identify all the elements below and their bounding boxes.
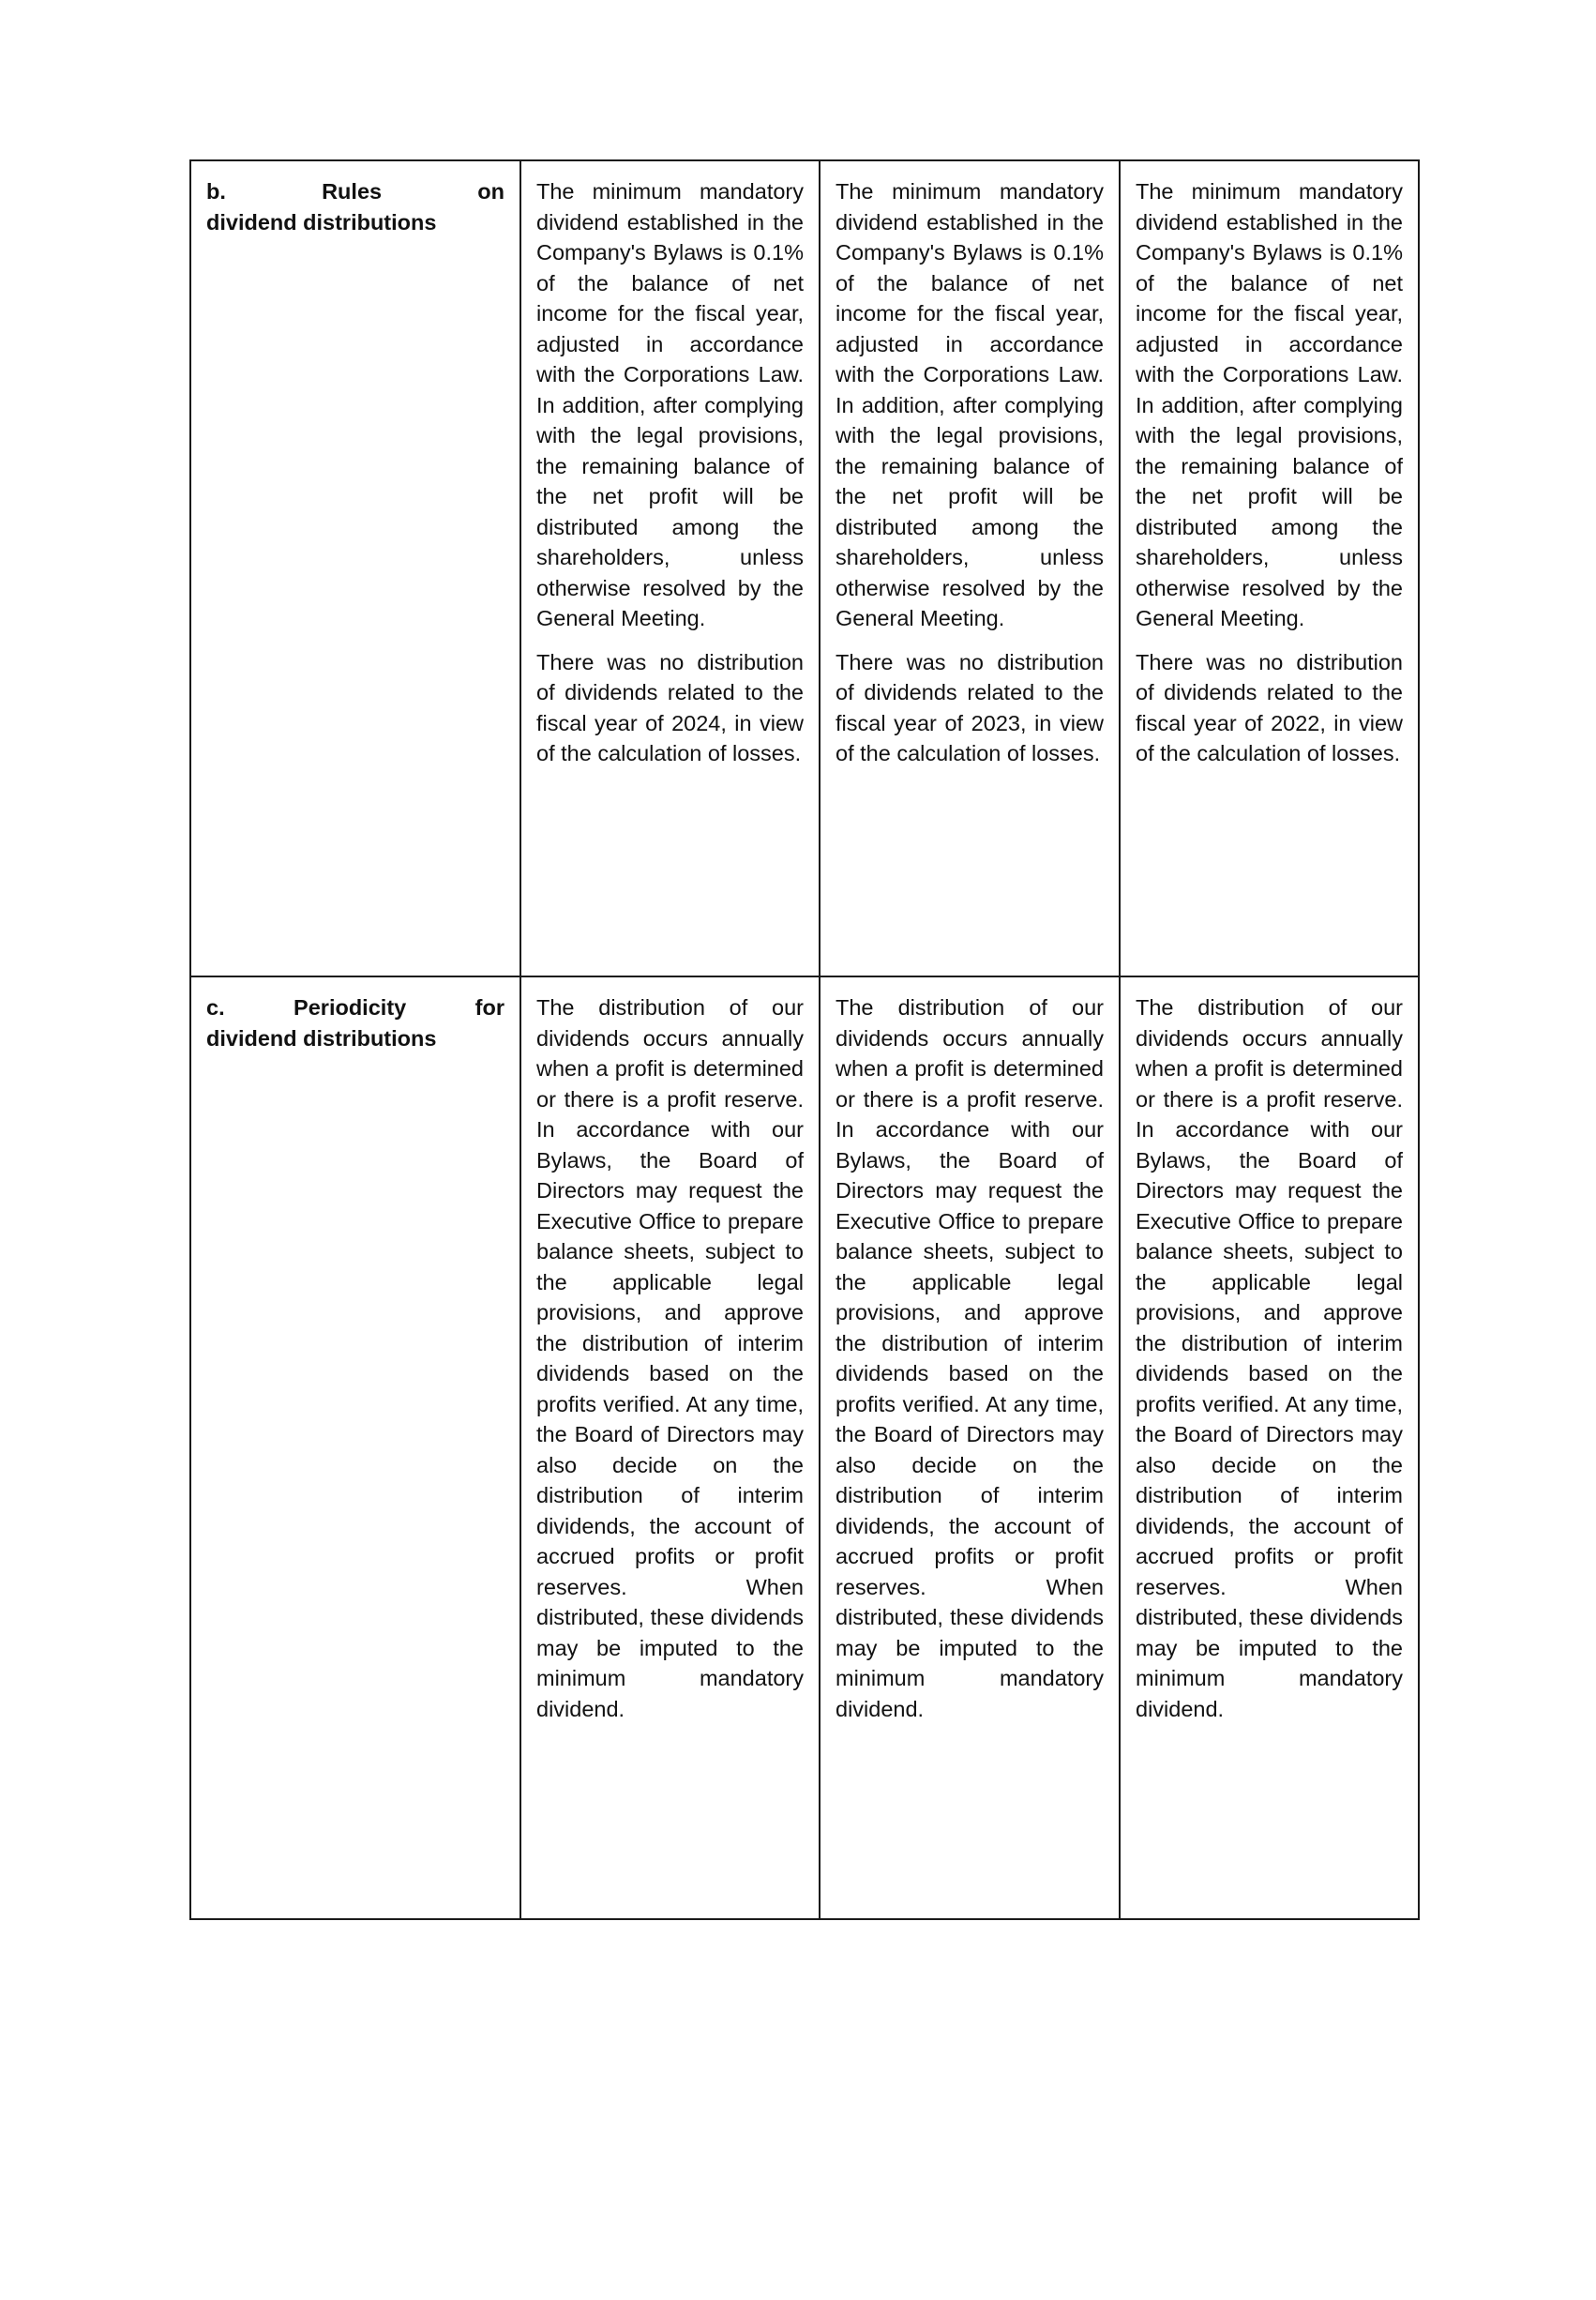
table-cell-2023 — [820, 976, 1120, 1919]
table-cell-2023 — [820, 160, 1120, 976]
cell-paragraph: There was no distribution of dividends related to the fiscal year of 2022, in view of the calculation of losses. — [1136, 649, 1403, 765]
cell-paragraph: There was no distribution of dividends related to the fiscal year of 2024, in view of the calculation of losses. — [536, 649, 804, 765]
cell-paragraph: The minimum mandatory dividend established in the Company's Bylaws is 0.1% of the balance of net income for the fiscal year, adjusted in accordance with the Corporations Law. In addition, after complying with the legal provisions, the remaining balance of the net profit will be distributed among the shareholders, unless otherwise resolved by the General Meeting. — [836, 179, 1104, 630]
cell-paragraph: The minimum mandatory dividend established in the Company's Bylaws is 0.1% of the balance of net income for the fiscal year, adjusted in accordance with the Corporations Law. In addition, after complying with the legal provisions, the remaining balance of the net profit will be distributed among the shareholders, unless otherwise resolved by the General Meeting. — [1136, 179, 1403, 630]
row-label-dividend-periodicity — [190, 976, 520, 1919]
table-cell-2024 — [520, 160, 820, 976]
cell-paragraph: The minimum mandatory dividend established in the Company's Bylaws is 0.1% of the balance of net income for the fiscal year, adjusted in accordance with the Corporations Law. In addition, after complying with the legal provisions, the remaining balance of the net profit will be distributed among the shareholders, unless otherwise resolved by the General Meeting. — [536, 179, 804, 630]
dividend-policy-table — [189, 159, 1420, 1920]
row-label-tail: dividend distributions — [206, 1025, 437, 1051]
row-label-head: b. Rules on — [206, 179, 504, 204]
row-label-dividend-rules — [190, 160, 520, 976]
row-label-head: c. Periodicity for — [206, 995, 504, 1020]
table-row-dividend-periodicity — [190, 976, 1419, 1919]
table-cell-2022 — [1120, 976, 1419, 1919]
cell-paragraph: The distribution of our dividends occurs annually when a profit is determined or there is a profit reserve. In accordance with our Bylaws, the Board of Directors may request the Executive Office to prepare balance sheets, subject to the applicable legal provisions, and approve the distribution of interim dividends based on the profits verified. At any time, the Board of Directors may also decide on the distribution of interim dividends, the account of accrued profits or profit reserves. When distributed, these dividends may be imputed to the minimum mandatory dividend. — [536, 995, 804, 1721]
cell-paragraph: The distribution of our dividends occurs annually when a profit is determined or there is a profit reserve. In accordance with our Bylaws, the Board of Directors may request the Executive Office to prepare balance sheets, subject to the applicable legal provisions, and approve the distribution of interim dividends based on the profits verified. At any time, the Board of Directors may also decide on the distribution of interim dividends, the account of accrued profits or profit reserves. When distributed, these dividends may be imputed to the minimum mandatory dividend. — [1136, 995, 1403, 1721]
row-label-tail: dividend distributions — [206, 209, 437, 235]
table-cell-2022 — [1120, 160, 1419, 976]
cell-paragraph: There was no distribution of dividends related to the fiscal year of 2023, in view of the calculation of losses. — [836, 649, 1104, 765]
table-row-dividend-rules — [190, 160, 1419, 976]
cell-paragraph: The distribution of our dividends occurs annually when a profit is determined or there is a profit reserve. In accordance with our Bylaws, the Board of Directors may request the Executive Office to prepare balance sheets, subject to the applicable legal provisions, and approve the distribution of interim dividends based on the profits verified. At any time, the Board of Directors may also decide on the distribution of interim dividends, the account of accrued profits or profit reserves. When distributed, these dividends may be imputed to the minimum mandatory dividend. — [836, 995, 1104, 1721]
table-cell-2024 — [520, 976, 820, 1919]
